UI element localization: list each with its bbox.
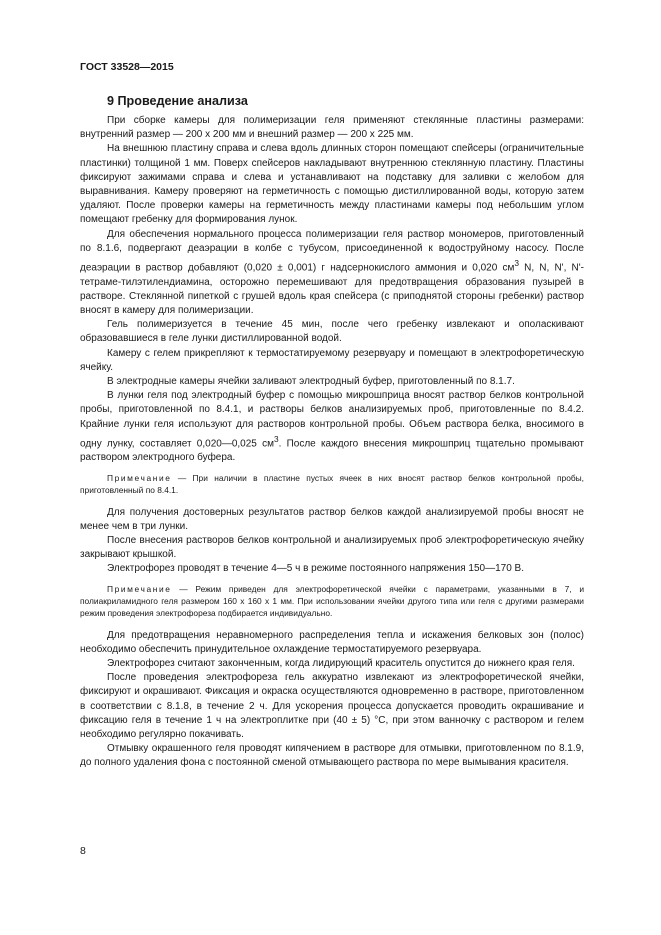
superscript: 3: [514, 258, 519, 269]
note-label: Примечание: [107, 472, 172, 483]
paragraph-text: . После каждого внесения микрошприц тщательно промывают раствором электродного буфера.: [80, 438, 584, 464]
section-body: [80, 114, 584, 771]
note: [80, 583, 584, 619]
paragraph: Электрофорез считают законченным, когда лидирующий краситель опустится до нижнего края геля.: [107, 657, 575, 669]
paragraph: При сборке камеры для полимеризации геля применяют стеклянные пластины размерами: внутренний размер — 200 x 200 мм и внешний размер — 200 x 225 мм.: [80, 115, 584, 141]
paragraph: После внесения растворов белков контрольной и анализируемых проб электрофоретическую ячейку закрывают крышкой.: [80, 534, 584, 561]
page-number: 8: [80, 845, 86, 857]
document-header: ГОСТ 33528—2015: [80, 61, 174, 73]
paragraph: Для получения достоверных результатов раствор белков каждой анализируемой пробы вносят не менее чем в три лунки.: [80, 506, 584, 532]
paragraph: Для предотвращения неравномерного распределения тепла и искажения белковых зон (полос) необходимо обеспечить принудительное охлаждение термостатируемого резервуара.: [80, 629, 584, 655]
paragraph: После проведения электрофореза гель аккуратно извлекают из электрофоретической ячейки, фиксируют и окрашивают. Фиксация и окраска осуществляются одновременно в растворе, приготовленном в соответствии с 8.1.8, в течение 2 ч. Для ускорения процесса допускается проводить окрашивание и фиксацию геля в течение 1 ч на электроплитке при (40 ± 5) °С, при этом ванночку с раствором и гелем необходимо регулярно покачивать.: [80, 672, 584, 740]
superscript: 3: [273, 433, 279, 444]
note-label: Примечание: [107, 583, 172, 594]
note-text: — При наличии в пластине пустых ячеек в них вносят раствор белков контрольной пробы, приготовленный по 8.4.1.: [80, 472, 584, 495]
note: [80, 472, 584, 496]
paragraph: На внешнюю пластину справа и слева вдоль длинных сторон помещают спейсеры (ограничительные пластинки) толщиной 1 мм. Поверх спейсеров накладывают внутреннюю стеклянную пластину. Пластины фиксируют зажимами справа и слева и устанавливают на подставку для заливки с желобом для выравнивания. Камеру проверяют на герметичность с помощью дистиллированной воды, которую затем удаляют. После проверки камеры на герметичность между пластинами камеры под небольшим углом помещают гребенку для формирования лунок.: [80, 143, 584, 226]
paragraph-text: В лунки геля под электродный буфер с помощью микрошприца вносят раствор белков контрольной пробы, приготовленной по 8.4.1, и растворы белков анализируемых проб, приготовленные по 8.4.2. Крайние лунки геля используют для растворов контрольной пробы. Объем раствора белка, вносимого в одну лунку, составляет 0,020—0,025 см: [80, 390, 584, 450]
paragraph: Камеру с гелем прикрепляют к термостатируемому резервуару и помещают в электрофоретическую ячейку.: [80, 347, 584, 373]
section-title: 9 Проведение анализа: [107, 94, 248, 108]
paragraph: [80, 389, 584, 465]
paragraph: В электродные камеры ячейки заливают электродный буфер, приготовленный по 8.1.7.: [107, 375, 515, 387]
paragraph: [80, 228, 584, 319]
note-text: — Режим приведен для электрофоретической ячейки с параметрами, указанными в 7, и полиакриламидного геля размером 160 x 160 x 1 мм. При использовании ячейки другого типа или геля с другими размерами режим проведения электрофореза подбирается индивидуально.: [80, 583, 584, 618]
paragraph: Отмывку окрашенного геля проводят кипячением в растворе для отмывки, приготовленном по 8.1.9, до полного удаления фона с постоянной сменой отмывающего раствора по мере вымывания красителя.: [80, 743, 584, 769]
paragraph: Гель полимеризуется в течение 45 мин, после чего гребенку извлекают и ополаскивают образовавшиеся в геле лунки дистиллированной водой.: [80, 319, 584, 345]
paragraph: Электрофорез проводят в течение 4—5 ч в режиме постоянного напряжения 150—170 В.: [107, 563, 524, 575]
paragraph-text: Для обеспечения нормального процесса полимеризации геля раствор мономеров, приготовленный по 8.1.6, подвергают деаэрации в колбе с тубусом, присоединенной к водоструйному насосу. После деаэрации в раствор добавляют (0,020 ± 0,001) г надсернокислого аммония и 0,020 см: [80, 228, 584, 274]
paragraph-text: N, N, N', N'-тетраме-тилэтилендиамина, осторожно перемешивают для предотвращения образования пузырей в растворе. Стеклянной пипеткой с грушей вдоль края спейсера (с приподнятой стороны гребенки) раствор вносят в камеру для полимеризации.: [80, 262, 584, 316]
